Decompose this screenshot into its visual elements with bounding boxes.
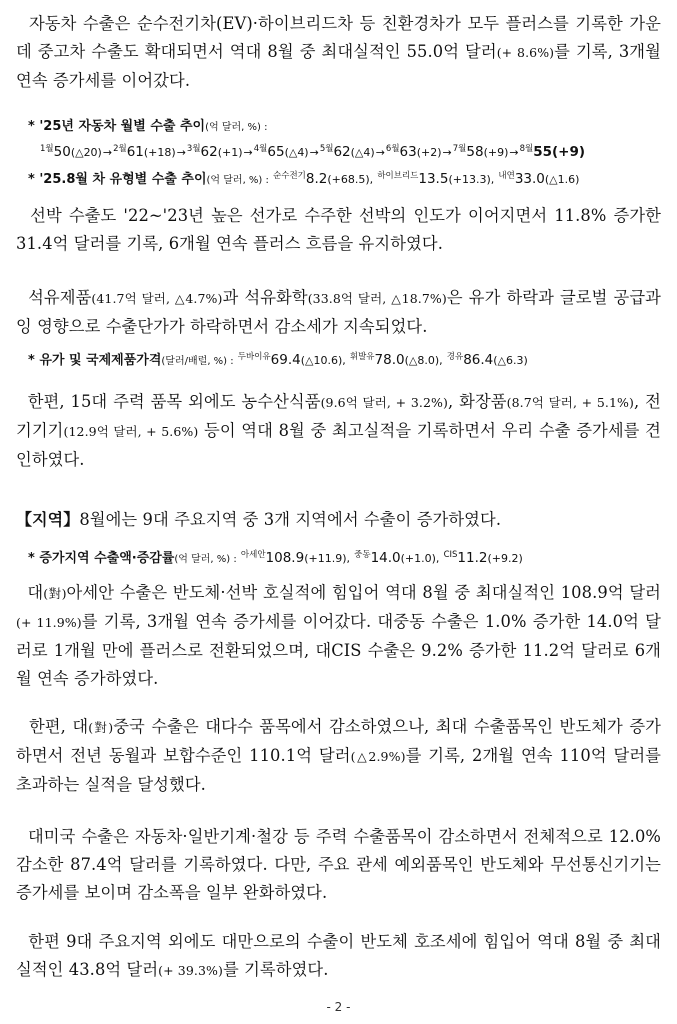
p3-a-small: (41.7억 달러, △4.7%): [91, 291, 223, 306]
region-change: (+1.0),: [400, 552, 440, 565]
month-value: 61: [126, 144, 144, 160]
p9-a: 한편 9대 주요지역 외에도 대만으로의 수출이 반도체 호조세에 힘입어 역대 8월 중 최대실적인 43.8억 달러: [16, 932, 661, 979]
paragraph-asean: [16, 579, 661, 693]
arrow-icon: →: [509, 146, 519, 159]
note-auto-type: [28, 165, 668, 192]
p4-a-small: (9.6억 달러, + 3.2%): [320, 395, 448, 410]
arrow-icon: →: [102, 146, 113, 159]
month-change: (+18): [143, 146, 176, 159]
p4-c-small: (12.9억 달러, + 5.6%): [63, 424, 199, 439]
p4-b-small: (8.7억 달러, + 5.1%): [506, 395, 635, 410]
paragraph-china: [16, 713, 661, 799]
note-auto-monthly-title: [28, 116, 668, 139]
p2-text: 선박 수출도 '22~'23년 높은 선가로 수주한 선박의 인도가 이어지면서 11.8% 증가한 31.4억 달러를 기록, 6개월 연속 플러스 흐름을 유지하였다.: [16, 206, 661, 253]
month-value: 65: [267, 144, 285, 160]
paragraph-ship-exports: [16, 202, 661, 258]
month-label: 3월: [186, 144, 201, 154]
auto-type-change: (△1.6): [544, 173, 580, 186]
oil-change: (△8.0),: [404, 354, 443, 367]
note-auto-monthly-heading: * '25년 자동차 월별 수출 추이: [28, 119, 206, 134]
note-region-heading: * 증가지역 수출액·증감률: [28, 551, 175, 566]
arrow-icon: →: [176, 146, 186, 159]
note-auto-monthly-series: [40, 138, 677, 164]
oil-change: (△10.6),: [300, 354, 346, 367]
p4-c: , 전기기기: [16, 392, 661, 440]
month-label: 5월: [319, 144, 334, 154]
month-value: 62: [200, 144, 218, 160]
p6-rest: 를 기록, 3개월 연속 증가세를 이어갔다. 대중동 수출은 1.0% 증가한 14.0억 달러로 1개월 만에 플러스로 전환되었으며, 대CIS 수출은 9.2% 증가한 11.2억 달러로 6개월 연속 증가하였다.: [16, 612, 661, 688]
note-auto-type-heading: * '25.8월 차 유형별 수출 추이: [28, 172, 207, 187]
p9-a-small: (+ 39.3%): [158, 963, 223, 978]
note-region: [28, 544, 668, 571]
month-change: (△4): [350, 146, 375, 159]
oil-value: 86.4: [463, 352, 494, 368]
oil-label: 경유: [446, 352, 464, 362]
p3-b: 과 석유화학: [222, 288, 308, 307]
month-value: 63: [399, 144, 417, 160]
auto-type-value: 13.5: [418, 171, 449, 187]
oil-change: (△6.3): [493, 354, 528, 367]
arrow-icon: →: [243, 146, 253, 159]
p3-b-small: (33.8억 달러, △18.7%): [307, 291, 447, 306]
region-label: 아세안: [240, 550, 266, 560]
note-auto-monthly-unit: (억 달러, %) :: [205, 122, 268, 133]
p6-b-small: (+ 11.9%): [16, 615, 82, 630]
month-change: (△20): [70, 146, 102, 159]
month-value: 55: [533, 144, 553, 160]
paragraph-taiwan: [16, 928, 661, 985]
p6-a: 대: [27, 583, 44, 602]
p4-rest: 등이 역대 8월 중 최고실적을 기록하면서 우리 수출 증가세를 견인하였다.: [16, 421, 661, 469]
p3-a: 석유제품: [28, 288, 92, 307]
note-oil-unit: (달러/배럴, %) :: [161, 356, 234, 367]
auto-type-value: 33.0: [514, 171, 545, 187]
oil-label: 휘발유: [349, 352, 375, 362]
page-number: - 2 -: [326, 1000, 351, 1014]
p8-text: 대미국 수출은 자동차·일반기계·철강 등 주력 수출품목이 감소하면서 전체적으로 12.0% 감소한 87.4억 달러를 기록하였다. 다만, 주요 관세 예외품목인 반도체와 무선통신기기는 증가세를 보이며 감소폭을 일부 완화하였다.: [16, 827, 661, 902]
month-label: 6월: [385, 144, 400, 154]
p9-rest: 를 기록하였다.: [222, 960, 329, 979]
p7-b: 중국 수출은 대다수 품목에서 감소하였으나, 최대 수출품목인 반도체가 증가하면서 전년 동월과 보합수준인 110.1억 달러: [16, 717, 661, 765]
month-value: 50: [53, 144, 71, 160]
region-change: (+9.2): [487, 552, 523, 565]
month-label: 8월: [519, 144, 534, 154]
p5-text: 8월에는 9대 주요지역 중 3개 지역에서 수출이 증가하였다.: [79, 510, 502, 529]
p7-a-small: (對): [88, 720, 114, 735]
month-change: (+1): [217, 146, 243, 159]
p6-b: 아세안 수출은 반도체·선박 호실적에 힘입어 역대 8월 중 최대실적인 108.9억 달러: [66, 583, 661, 602]
p7-rest: 를 기록, 2개월 연속 110억 달러를 초과하는 실적을 달성했다.: [16, 746, 662, 794]
region-label: CIS: [443, 550, 458, 560]
p3-rest: 은 유가 하락과 글로벌 공급과잉 영향으로 수출단가가 하락하면서 감소세가 지속되었다.: [16, 288, 661, 336]
note-auto-type-unit: (억 달러, %) :: [206, 175, 269, 186]
month-change: (+9): [483, 146, 509, 159]
p1-text: 자동차 수출은 순수전기차(EV)·하이브리드차 등 친환경차가 모두 플러스를 기록한 가운데 중고차 수출도 확대되면서 역대 8월 중 최대실적인 55.0억 달러: [16, 14, 661, 61]
p7-a: 한편, 대: [28, 717, 89, 736]
note-oil-items: [238, 353, 528, 368]
month-label: 7월: [452, 144, 467, 154]
oil-value: 78.0: [374, 352, 405, 368]
region-label: 중동: [354, 550, 371, 560]
paragraph-usa: [16, 823, 661, 907]
month-label: 1월: [40, 144, 54, 154]
auto-type-value: 8.2: [305, 171, 328, 187]
region-value: 11.2: [457, 550, 488, 566]
paragraph-other-items: [16, 388, 661, 474]
p6-a-small: (對): [43, 586, 67, 601]
region-change: (+11.9),: [304, 552, 350, 565]
auto-type-label: 하이브리드: [377, 171, 419, 181]
auto-type-change: (+68.5),: [327, 173, 374, 186]
paragraph-auto-exports: [16, 10, 661, 95]
p4-b: , 화장품: [448, 392, 507, 411]
paragraph-petroleum: [16, 284, 661, 341]
arrow-icon: →: [309, 146, 319, 159]
arrow-icon: →: [375, 146, 385, 159]
month-value: 62: [333, 144, 351, 160]
auto-type-label: 순수전기: [273, 171, 306, 181]
region-value: 14.0: [370, 550, 401, 566]
p1-rest: 를 기록, 3개월 연속 증가세를 이어갔다.: [16, 42, 661, 90]
oil-value: 69.4: [270, 352, 301, 368]
p4-a: 한편, 15대 주력 품목 외에도 농수산식품: [27, 392, 321, 411]
region-tag: 【지역】: [16, 510, 80, 529]
note-region-items: [241, 551, 523, 566]
month-value: 58: [466, 144, 484, 160]
p7-b-small: (△2.9%): [350, 749, 406, 764]
month-change: (+9): [552, 144, 586, 160]
oil-label: 두바이유: [237, 352, 271, 362]
p1-small: (+ 8.6%): [496, 45, 555, 60]
auto-type-change: (+13.3),: [448, 173, 495, 186]
region-value: 108.9: [265, 550, 305, 566]
note-auto-type-items: [273, 172, 579, 187]
auto-type-label: 내연: [498, 171, 515, 181]
note-oil: [28, 346, 668, 373]
arrow-icon: →: [442, 146, 452, 159]
month-change: (+2): [416, 146, 442, 159]
month-label: 4월: [253, 144, 268, 154]
month-label: 2월: [113, 144, 127, 154]
note-region-unit: (억 달러, %) :: [174, 554, 237, 565]
month-change: (△4): [284, 146, 309, 159]
paragraph-region-heading: [16, 506, 661, 534]
note-oil-heading: * 유가 및 국제제품가격: [28, 353, 162, 368]
